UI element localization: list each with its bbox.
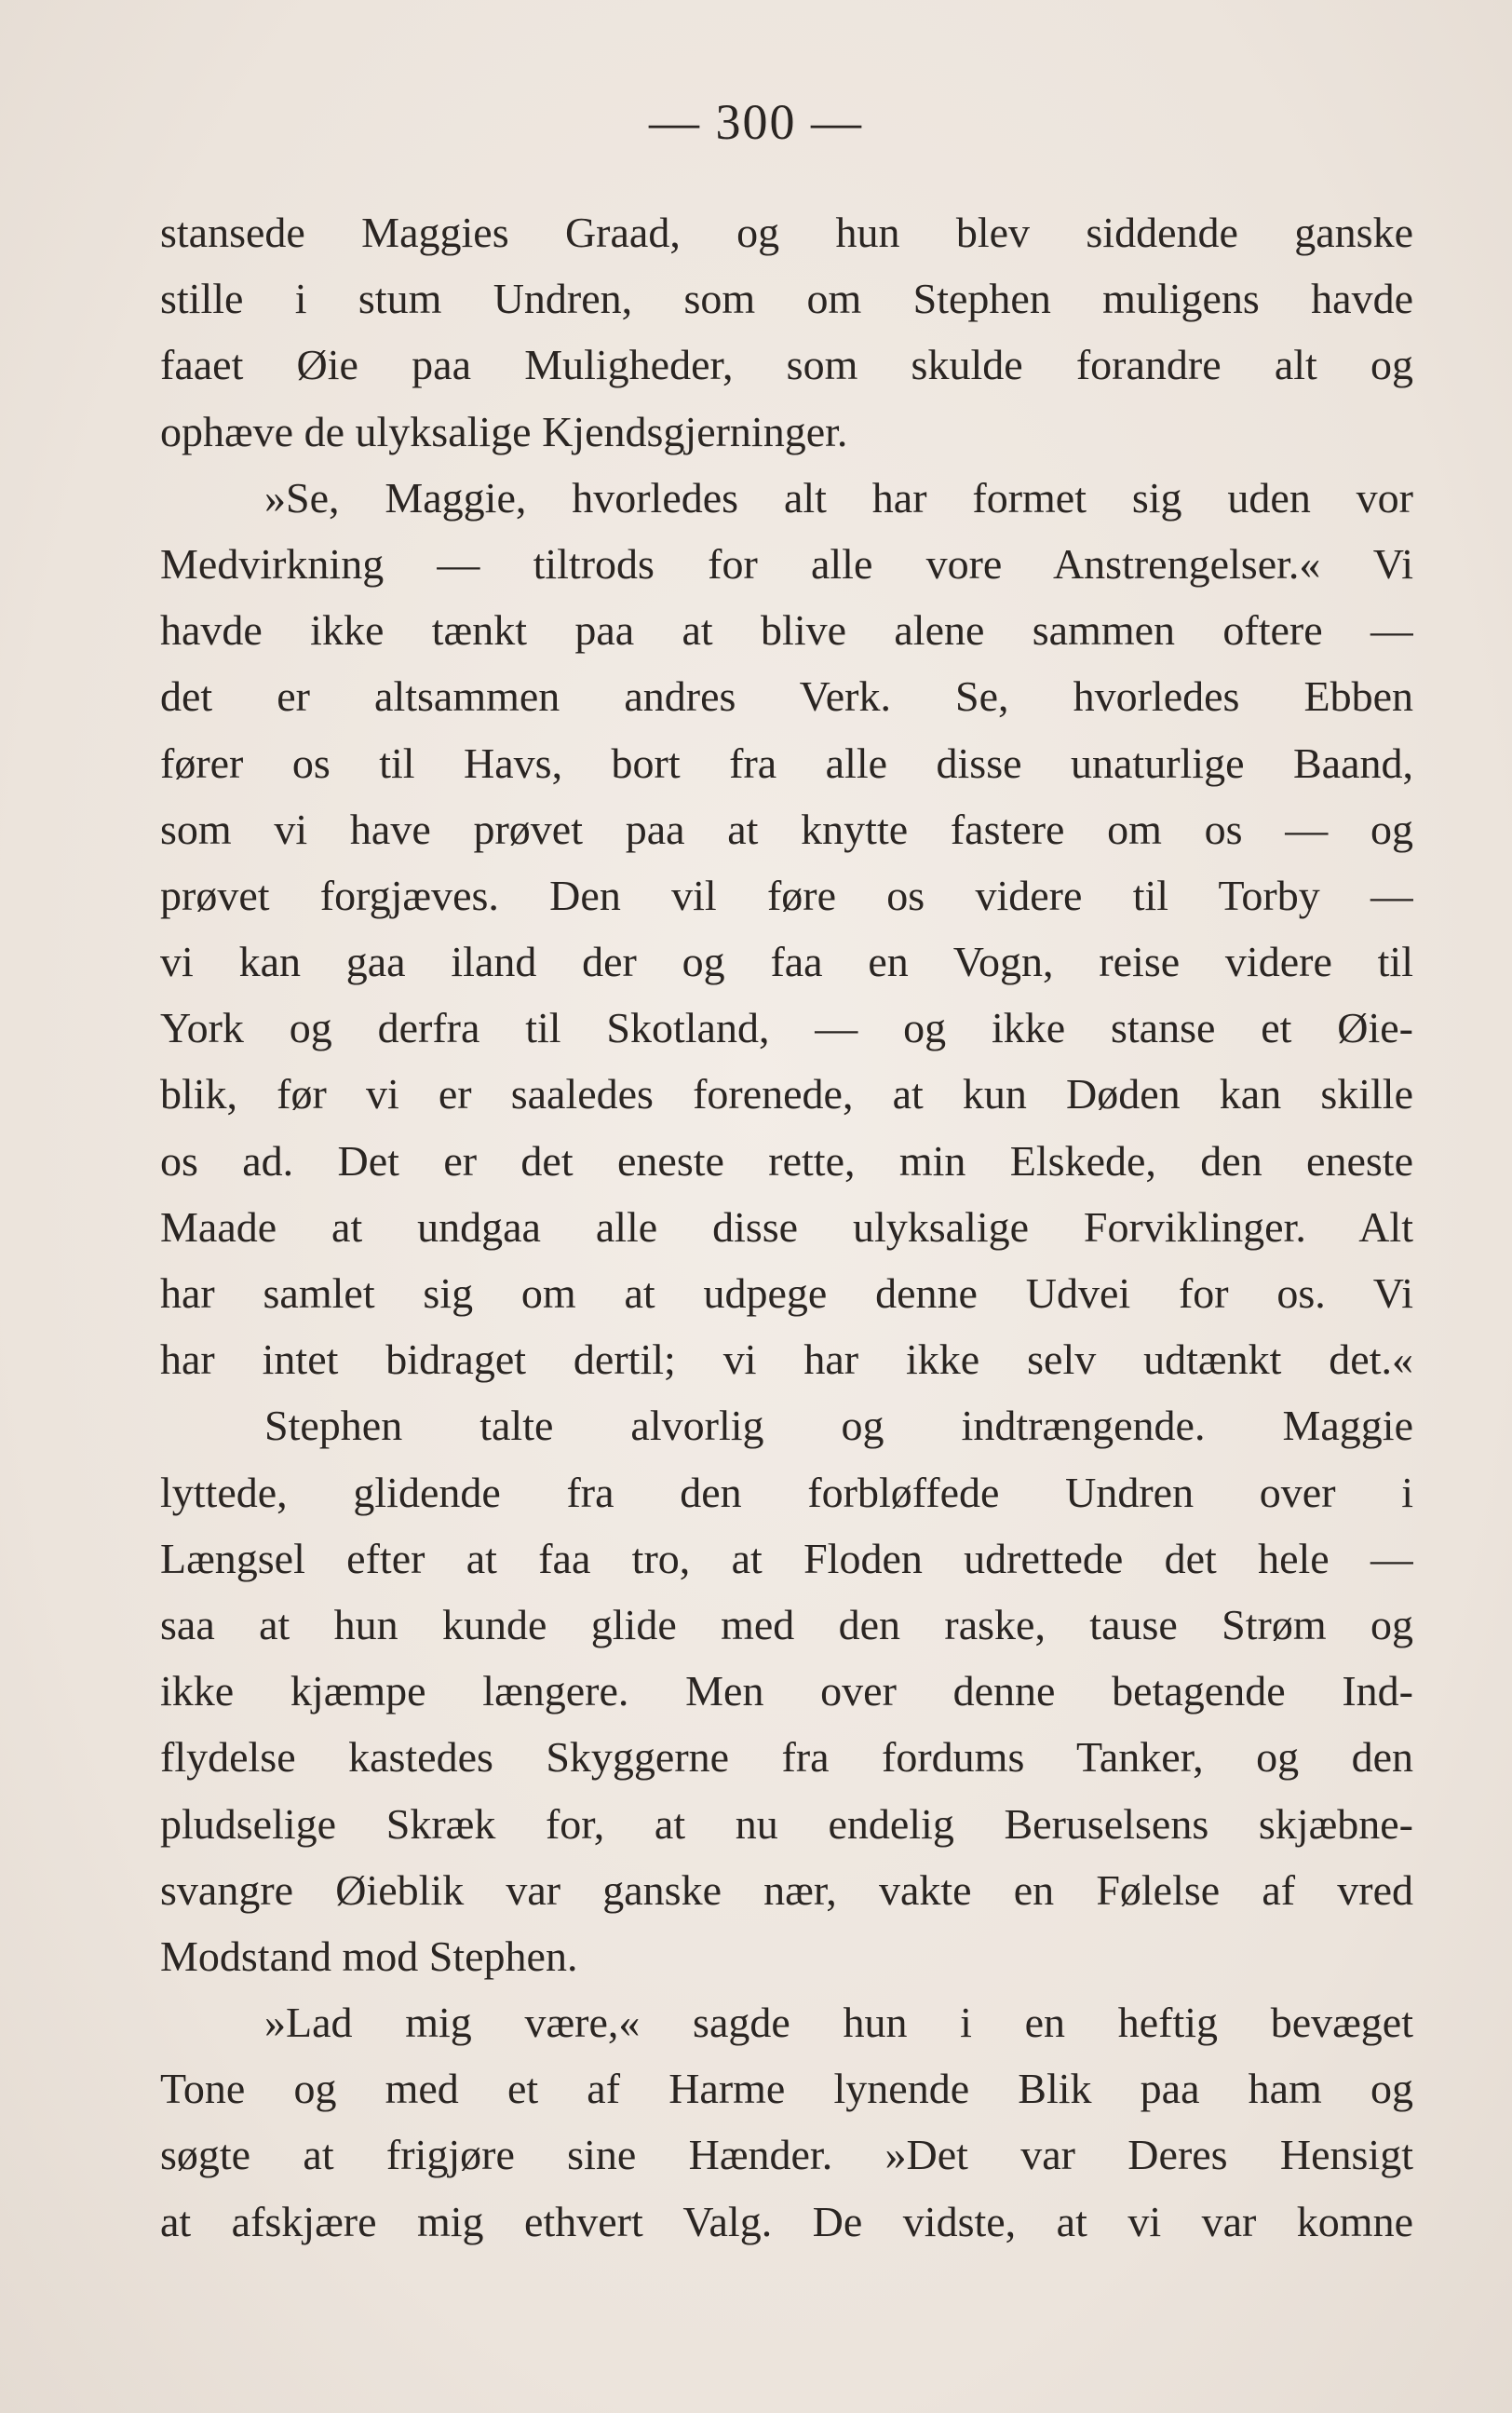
text-line: havde ikke tænkt paa at blive alene sammen oftere — xyxy=(160,606,1413,655)
text-line: prøvet forgjæves. Den vil føre os videre til Torby — xyxy=(160,871,1413,919)
text-line: pludselige Skræk for, at nu endelig Beruselsens skjæbne- xyxy=(160,1799,1413,1848)
text-line: Tone og med et af Harme lynende Blik paa ham og xyxy=(160,2065,1413,2113)
text-line: blik, før vi er saaledes forenede, at kun Døden kan skille xyxy=(160,1070,1413,1118)
text-line: vi kan gaa iland der og faa en Vogn, reise videre til xyxy=(160,938,1413,986)
text-line: lyttede, glidende fra den forbløffede Undren over i xyxy=(160,1468,1413,1516)
text-line: det er altsammen andres Verk. Se, hvorledes Ebben xyxy=(160,672,1413,721)
text-line: flydelse kastedes Skyggerne fra fordums Tanker, og den xyxy=(160,1733,1413,1782)
text-line: som vi have prøvet paa at knytte fastere om os — og xyxy=(160,805,1413,853)
text-line: stansede Maggies Graad, og hun blev siddende ganske xyxy=(160,209,1413,256)
text-line: har samlet sig om at udpege denne Udvei for os. Vi xyxy=(160,1269,1413,1317)
page-number: — 300 — xyxy=(649,94,863,150)
text-line: Længsel efter at faa tro, at Floden udrettede det hele — xyxy=(160,1534,1413,1582)
text-line: søgte at frigjøre sine Hænder. »Det var Deres Hensigt xyxy=(160,2131,1413,2179)
text-line: ophæve de ulyksalige Kjendsgjerninger. xyxy=(160,407,848,455)
text-line: »Lad mig være,« sagde hun i en heftig bevæget xyxy=(264,1999,1413,2047)
text-line: Modstand mod Stephen. xyxy=(160,1932,578,1980)
text-line: stille i stum Undren, som om Stephen muligens havde xyxy=(160,275,1413,323)
body-text xyxy=(160,199,1413,2255)
text-line: os ad. Det er det eneste rette, min Elskede, den eneste xyxy=(160,1136,1413,1185)
text-line: Medvirkning — tiltrods for alle vore Anstrengelser.« Vi xyxy=(160,539,1413,588)
text-line: Stephen talte alvorlig og indtrængende. Maggie xyxy=(264,1402,1413,1450)
text-line: har intet bidraget dertil; vi har ikke selv udtænkt det.« xyxy=(160,1335,1413,1384)
text-line: »Se, Maggie, hvorledes alt har formet sig uden vor xyxy=(264,473,1413,522)
text-line: faaet Øie paa Muligheder, som skulde forandre alt og xyxy=(160,341,1413,389)
text-line: at afskjære mig ethvert Valg. De vidste, at vi var komne xyxy=(160,2197,1413,2245)
text-line: saa at hun kunde glide med den raske, tause Strøm og xyxy=(160,1600,1413,1648)
text-line: Maade at undgaa alle disse ulyksalige Forviklinger. Alt xyxy=(160,1202,1413,1251)
text-line: ikke kjæmpe længere. Men over denne betagende Ind- xyxy=(160,1667,1413,1715)
text-line: svangre Øieblik var ganske nær, vakte en Følelse af vred xyxy=(160,1865,1413,1914)
text-line: York og derfra til Skotland, — og ikke stanse et Øie- xyxy=(160,1004,1413,1052)
text-line: fører os til Havs, bort fra alle disse unaturlige Baand, xyxy=(160,739,1413,787)
